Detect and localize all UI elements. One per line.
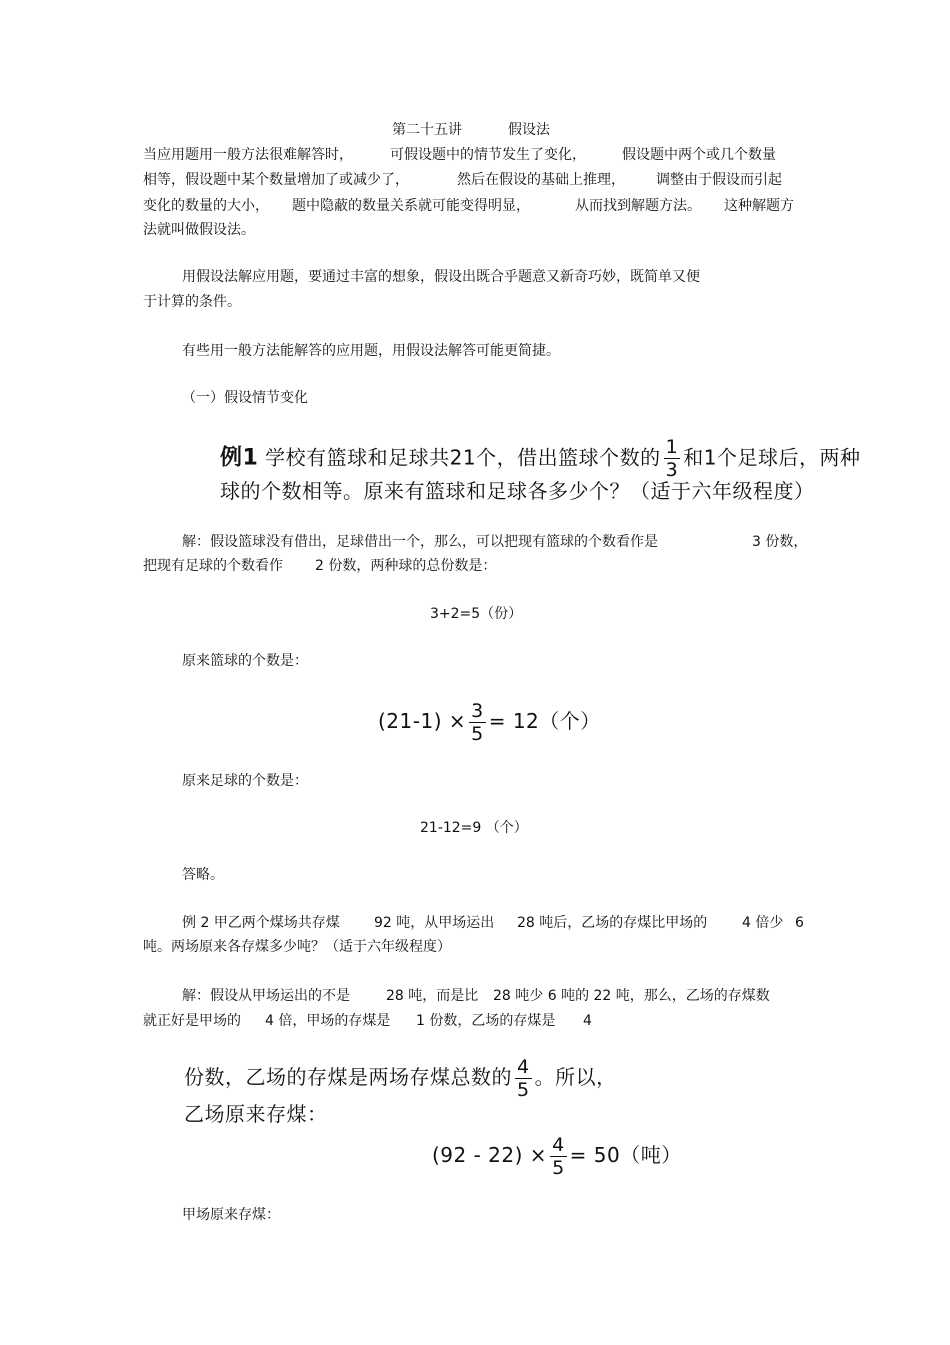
equation-basketball xyxy=(378,696,601,746)
lecture-title: 第二十五讲 xyxy=(392,122,462,138)
example2-image-line-2: 乙场原来存煤： xyxy=(184,1102,328,1126)
fraction-four-fifths: $\frac{4}{5}$ xyxy=(517,1055,530,1101)
intro-line-1a: 当应用题用一般方法很难解答时， xyxy=(143,147,353,163)
equation-basketball-left: (21-1) × xyxy=(378,709,467,733)
intro-line-4: 法就叫做假设法。 xyxy=(143,222,255,238)
equation-yi-right: = 50（吨） xyxy=(569,1143,682,1167)
fraction-three-fifths: $\frac{3}{5}$ xyxy=(471,699,484,745)
para3: 有些用一般方法能解答的应用题，用假设法解答可能更简捷。 xyxy=(182,343,560,359)
example2-q-1c: 28 吨后，乙场的存煤比甲场的 xyxy=(517,915,708,931)
example2-image-line-1 xyxy=(184,1052,617,1102)
section-heading: （一）假设情节变化 xyxy=(182,390,308,406)
example1-solution-2b: 2 份数，两种球的总份数是： xyxy=(315,558,497,574)
example2-q-1d: 4 倍少 xyxy=(742,915,784,931)
example1-solution-2a: 把现有足球的个数看作 xyxy=(143,558,283,574)
example1-solution-1b: 3 份数， xyxy=(752,534,808,550)
equation-basketball-right: = 12（个） xyxy=(488,709,601,733)
example1-label: 例1 xyxy=(220,445,259,471)
example2-sol-2b: 4 倍，甲场的存煤是 xyxy=(265,1013,391,1029)
example1-solution-1a: 解：假设篮球没有借出，足球借出一个，那么，可以把现有篮球的个数看作是 xyxy=(182,534,658,550)
intro-line-2a: 相等，假设题中某个数量增加了或减少了， xyxy=(143,172,409,188)
example2-q-2: 吨。两场原来各存煤多少吨？（适于六年级程度） xyxy=(143,939,451,955)
example2-image-part-b: 。所以， xyxy=(534,1065,617,1089)
example2-q-1e: 6 xyxy=(795,915,804,931)
intro-line-3b: 题中隐蔽的数量关系就可能变得明显， xyxy=(292,198,530,214)
intro-line-2c: 调整由于假设而引起 xyxy=(656,172,782,188)
para2-line-2: 于计算的条件。 xyxy=(143,294,241,310)
fraction-four-fifths-2: $\frac{4}{5}$ xyxy=(552,1133,565,1179)
jia-coal-label: 甲场原来存煤： xyxy=(182,1207,280,1223)
equation-yi-left: (92 - 22) × xyxy=(432,1143,548,1167)
intro-line-3d: 这种解题方 xyxy=(724,198,794,214)
intro-line-1b: 可假设题中的情节发生了变化， xyxy=(390,147,586,163)
equation-football: 21-12=9 （个） xyxy=(420,820,528,836)
example1-question-line-1 xyxy=(220,438,860,480)
equation-total-parts: 3+2=5（份） xyxy=(430,606,523,622)
example1-q-part-a: 学校有篮球和足球共21个，借出篮球个数的 xyxy=(265,445,661,470)
example2-q-1b: 92 吨，从甲场运出 xyxy=(374,915,495,931)
answer-omitted: 答略。 xyxy=(182,867,224,883)
intro-line-3a: 变化的数量的大小， xyxy=(143,198,269,214)
example2-sol-2c: 1 份数，乙场的存煤是 xyxy=(416,1013,556,1029)
equation-yi-coal xyxy=(432,1130,682,1180)
intro-line-1c: 假设题中两个或几个数量 xyxy=(622,147,776,163)
football-label: 原来足球的个数是： xyxy=(182,773,308,789)
example2-q-1a: 例 2 甲乙两个煤场共存煤 xyxy=(182,915,340,931)
example1-q-part-b: 和1个足球后，两种 xyxy=(683,445,861,470)
example2-sol-1b: 28 吨，而是比 xyxy=(386,988,479,1004)
example2-sol-2d: 4 xyxy=(583,1013,592,1029)
para2-line-1: 用假设法解应用题，要通过丰富的想象，假设出既合乎题意又新奇巧妙，既简单又便 xyxy=(182,269,700,285)
fraction-one-third: $\frac{1}{3}$ xyxy=(665,436,679,481)
example2-sol-1c: 28 吨少 6 吨的 22 吨，那么，乙场的存煤数 xyxy=(493,988,770,1004)
intro-line-3c: 从而找到解题方法。 xyxy=(575,198,701,214)
example1-question-line-2: 球的个数相等。原来有篮球和足球各多少个？（适于六年级程度） xyxy=(220,479,815,503)
intro-line-2b: 然后在假设的基础上推理， xyxy=(457,172,625,188)
example2-sol-2a: 就正好是甲场的 xyxy=(143,1013,241,1029)
example2-image-part-a: 份数，乙场的存煤是两场存煤总数的 xyxy=(184,1065,512,1089)
lecture-subtitle: 假设法 xyxy=(508,122,550,138)
basketball-label: 原来篮球的个数是： xyxy=(182,653,308,669)
example2-sol-1a: 解：假设从甲场运出的不是 xyxy=(182,988,350,1004)
